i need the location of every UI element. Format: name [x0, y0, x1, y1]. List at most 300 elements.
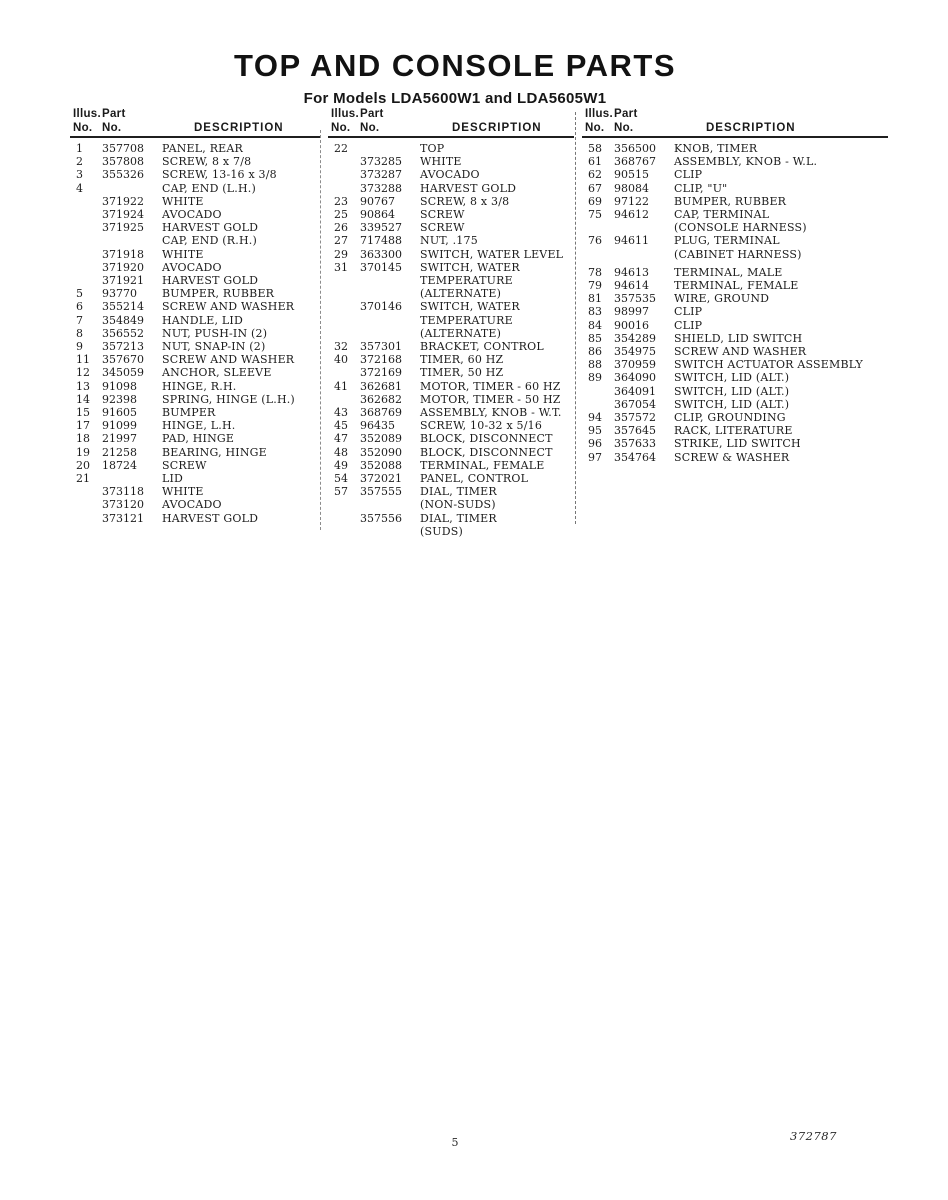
illus-cell: 4	[76, 181, 83, 195]
part-cell	[102, 234, 162, 247]
part-header-label: Part	[614, 108, 638, 120]
illus-cell: 23	[334, 194, 348, 208]
part-cell: 352090	[360, 445, 402, 459]
illus-cell: 7	[76, 313, 83, 327]
part-no-header-label: No.	[360, 122, 380, 134]
illus-cell: 76	[588, 234, 602, 248]
illus-cell	[328, 168, 360, 181]
illus-cell: 5	[76, 287, 83, 301]
table-row	[582, 221, 888, 234]
table-row	[70, 221, 320, 234]
illus-cell: 27	[334, 234, 348, 248]
part-header-label: Part	[102, 108, 126, 120]
column-header	[328, 107, 574, 138]
illus-cell: 21	[76, 472, 90, 486]
desc-cell: (CONSOLE HARNESS)	[674, 221, 807, 235]
illus-cell	[582, 385, 614, 398]
table-row	[328, 142, 574, 155]
part-cell: 362681	[360, 379, 402, 393]
desc-cell: (ALTERNATE)	[420, 287, 502, 301]
desc-cell: (ALTERNATE)	[420, 326, 502, 340]
desc-cell: CAP, END (R.H.)	[162, 234, 257, 248]
part-cell: 368767	[614, 155, 656, 169]
column-header	[70, 107, 320, 138]
part-cell: 357633	[614, 437, 656, 451]
page-subtitle: For Models LDA5600W1 and LDA5605W1	[303, 90, 607, 107]
desc-cell: BEARING, HINGE	[162, 445, 267, 459]
desc-cell: BUMPER, RUBBER	[162, 287, 275, 301]
part-cell: 370959	[614, 358, 656, 372]
part-cell	[614, 248, 674, 261]
table-row	[328, 353, 574, 366]
illus-cell	[70, 195, 102, 208]
part-cell: 92398	[102, 392, 137, 406]
part-cell: 362682	[360, 392, 402, 406]
desc-cell: TEMPERATURE	[420, 313, 513, 327]
header-rule	[70, 136, 320, 138]
part-cell: 345059	[102, 366, 144, 380]
table-row	[70, 393, 320, 406]
illus-cell	[70, 248, 102, 261]
desc-cell: CLIP	[674, 168, 703, 182]
table-row	[582, 398, 888, 411]
desc-cell: DIAL, TIMER	[420, 511, 497, 525]
illus-cell: 88	[588, 358, 602, 372]
desc-cell: TIMER, 50 HZ	[420, 366, 504, 380]
illus-cell: 85	[588, 331, 602, 345]
table-row	[70, 155, 320, 168]
desc-cell: BLOCK, DISCONNECT	[420, 432, 553, 446]
column-header-line-2	[328, 121, 574, 135]
table-row	[70, 340, 320, 353]
illus-cell: 20	[76, 458, 90, 472]
desc-cell: SCREW, 13-16 x 3/8	[162, 168, 277, 182]
part-cell: 90515	[614, 168, 649, 182]
part-cell	[614, 221, 674, 234]
table-row	[328, 525, 574, 538]
desc-cell: SWITCH, LID (ALT.)	[674, 371, 790, 385]
part-cell: 354764	[614, 450, 656, 464]
desc-cell: HINGE, R.H.	[162, 379, 237, 393]
part-cell: 357645	[614, 424, 656, 438]
part-cell: 373285	[360, 155, 402, 169]
part-cell: 373121	[102, 511, 144, 525]
part-cell: 355326	[102, 168, 144, 182]
desc-cell: PANEL, REAR	[162, 142, 244, 155]
part-cell: 357535	[614, 292, 656, 306]
desc-cell: BUMPER, RUBBER	[674, 194, 787, 208]
part-cell: 355214	[102, 300, 144, 314]
desc-cell: AVOCADO	[162, 260, 222, 274]
illus-cell: 26	[334, 221, 348, 235]
illus-cell: 40	[334, 353, 348, 367]
table-row	[582, 155, 888, 168]
table-row	[328, 208, 574, 221]
table-row	[328, 393, 574, 406]
table-row	[582, 208, 888, 221]
part-cell	[360, 327, 420, 340]
desc-cell: BLOCK, DISCONNECT	[420, 445, 553, 459]
table-row	[328, 366, 574, 379]
desc-cell: HINGE, L.H.	[162, 419, 236, 433]
desc-cell: RACK, LITERATURE	[674, 424, 793, 438]
part-cell: 357572	[614, 411, 656, 425]
illus-cell: 9	[76, 340, 83, 354]
desc-cell: HANDLE, LID	[162, 313, 243, 327]
part-cell: 371918	[102, 247, 144, 261]
table-row	[328, 340, 574, 353]
illus-cell	[328, 498, 360, 511]
illus-cell: 97	[588, 450, 602, 464]
document-number: 372787	[790, 1129, 837, 1143]
part-cell: 356552	[102, 326, 144, 340]
illus-cell: 2	[76, 155, 83, 169]
illus-cell: 54	[334, 472, 348, 486]
part-cell: 94612	[614, 208, 649, 222]
desc-cell: TERMINAL, FEMALE	[420, 458, 545, 472]
part-cell: 352089	[360, 432, 402, 446]
part-cell: 98084	[614, 181, 649, 195]
illus-cell: 45	[334, 419, 348, 433]
illus-cell: 75	[588, 208, 602, 222]
part-cell: 372169	[360, 366, 402, 380]
table-row	[582, 142, 888, 155]
illus-cell: 41	[334, 379, 348, 393]
illus-cell: 14	[76, 392, 90, 406]
part-no-header-label: No.	[614, 122, 634, 134]
illus-cell: 13	[76, 379, 90, 393]
desc-cell: MOTOR, TIMER - 50 HZ	[420, 392, 561, 406]
illus-cell: 57	[334, 485, 348, 499]
table-row	[70, 234, 320, 247]
part-cell: 371920	[102, 260, 144, 274]
table-row	[582, 358, 888, 371]
table-row	[70, 432, 320, 445]
desc-cell: (NON-SUDS)	[420, 498, 496, 512]
illus-no-header-label: No.	[331, 122, 351, 134]
part-cell: 364091	[614, 384, 656, 398]
desc-cell: ASSEMBLY, KNOB - W.T.	[420, 406, 562, 420]
desc-cell: BRACKET, CONTROL	[420, 340, 544, 354]
column-body	[70, 142, 320, 525]
part-cell: 357670	[102, 353, 144, 367]
illus-cell: 1	[76, 142, 83, 155]
part-cell	[102, 472, 162, 485]
part-cell	[360, 142, 420, 155]
part-cell	[360, 274, 420, 287]
table-row	[582, 345, 888, 358]
column-header	[582, 107, 888, 138]
part-cell	[102, 182, 162, 195]
desc-cell: AVOCADO	[162, 208, 222, 222]
table-row	[328, 432, 574, 445]
part-cell: 371921	[102, 274, 144, 288]
header-rule	[582, 136, 888, 138]
desc-cell: TOP	[420, 142, 445, 155]
part-cell: 93770	[102, 287, 137, 301]
illus-cell: 11	[76, 353, 90, 367]
part-cell: 354975	[614, 345, 656, 359]
illus-no-header-label: No.	[73, 122, 93, 134]
illus-cell: 31	[334, 260, 348, 274]
parts-column	[70, 107, 320, 525]
part-cell: 357708	[102, 142, 144, 155]
illus-cell: 18	[76, 432, 90, 446]
table-row	[582, 292, 888, 305]
column-header-line-1	[70, 107, 320, 121]
table-row	[328, 459, 574, 472]
table-row	[70, 314, 320, 327]
illus-cell: 79	[588, 279, 602, 293]
desc-cell: CLIP, GROUNDING	[674, 411, 786, 425]
part-cell: 373118	[102, 485, 144, 499]
table-row	[328, 221, 574, 234]
table-row	[70, 353, 320, 366]
desc-cell: SPRING, HINGE (L.H.)	[162, 392, 295, 406]
part-cell: 373120	[102, 498, 144, 512]
desc-cell: TERMINAL, MALE	[674, 265, 783, 279]
desc-cell: AVOCADO	[420, 168, 480, 182]
illus-cell: 17	[76, 419, 90, 433]
part-cell	[360, 498, 420, 511]
part-cell: 370145	[360, 260, 402, 274]
illus-cell	[582, 221, 614, 234]
desc-cell: HARVEST GOLD	[162, 274, 259, 288]
desc-cell: SCREW	[420, 221, 465, 235]
part-cell: 18724	[102, 458, 137, 472]
table-row	[582, 248, 888, 261]
desc-cell: HARVEST GOLD	[162, 511, 259, 525]
table-row	[70, 380, 320, 393]
illus-cell	[328, 393, 360, 406]
part-cell: 91099	[102, 419, 137, 433]
illus-cell: 43	[334, 406, 348, 420]
desc-cell: CLIP	[674, 318, 703, 332]
illus-cell: 6	[76, 300, 83, 314]
part-cell: 372021	[360, 472, 402, 486]
desc-cell: SCREW, 10-32 x 5/16	[420, 419, 543, 433]
desc-cell: CLIP, "U"	[674, 181, 728, 195]
part-cell	[360, 314, 420, 327]
part-cell: 370146	[360, 300, 402, 314]
table-row	[328, 512, 574, 525]
part-no-header-label: No.	[102, 122, 122, 134]
table-row	[70, 142, 320, 155]
part-cell: 354289	[614, 331, 656, 345]
desc-cell: AVOCADO	[162, 498, 222, 512]
table-row	[70, 459, 320, 472]
illus-cell	[328, 182, 360, 195]
desc-cell: SWITCH, LID (ALT.)	[674, 397, 790, 411]
table-row	[70, 419, 320, 432]
table-row	[70, 208, 320, 221]
table-row	[582, 319, 888, 332]
table-row	[70, 195, 320, 208]
illus-cell: 15	[76, 406, 90, 420]
illus-header-label: Illus.	[585, 108, 614, 120]
part-cell: 98997	[614, 305, 649, 319]
desc-cell: SWITCH, WATER	[420, 260, 520, 274]
table-row	[582, 266, 888, 279]
part-cell: 357301	[360, 340, 402, 354]
part-cell: 96435	[360, 419, 395, 433]
part-cell	[360, 525, 420, 538]
table-row	[582, 332, 888, 345]
illus-cell: 12	[76, 366, 90, 380]
part-cell: 371922	[102, 194, 144, 208]
illus-cell: 48	[334, 445, 348, 459]
table-row	[328, 287, 574, 300]
table-row	[70, 512, 320, 525]
column-header-line-1	[328, 107, 574, 121]
illus-cell: 83	[588, 305, 602, 319]
desc-cell: DIAL, TIMER	[420, 485, 497, 499]
column-header-line-2	[582, 121, 888, 135]
illus-cell	[328, 525, 360, 538]
table-row	[582, 305, 888, 318]
desc-cell: LID	[162, 472, 184, 486]
table-row	[582, 371, 888, 384]
illus-cell: 49	[334, 458, 348, 472]
desc-cell: SWITCH, LID (ALT.)	[674, 384, 790, 398]
table-row	[70, 406, 320, 419]
desc-cell: CAP, END (L.H.)	[162, 181, 256, 195]
illus-cell: 95	[588, 424, 602, 438]
desc-cell: SHIELD, LID SWITCH	[674, 331, 803, 345]
illus-cell	[328, 512, 360, 525]
part-cell: 367054	[614, 397, 656, 411]
desc-cell: SCREW AND WASHER	[162, 353, 295, 367]
desc-cell: WHITE	[162, 194, 204, 208]
table-row	[582, 195, 888, 208]
illus-cell: 67	[588, 181, 602, 195]
part-cell: 363300	[360, 247, 402, 261]
table-row	[70, 261, 320, 274]
column-body	[328, 142, 574, 538]
part-header-label: Part	[360, 108, 384, 120]
desc-cell: BUMPER	[162, 406, 216, 420]
page-title: TOP AND CONSOLE PARTS	[233, 48, 676, 83]
table-row	[70, 485, 320, 498]
illus-cell	[328, 314, 360, 327]
illus-cell: 84	[588, 318, 602, 332]
desc-cell: PAD, HINGE	[162, 432, 235, 446]
parts-column	[582, 107, 888, 464]
part-cell: 90767	[360, 194, 395, 208]
illus-cell: 58	[588, 142, 602, 155]
table-row	[70, 287, 320, 300]
table-row	[328, 485, 574, 498]
part-cell: 94613	[614, 265, 649, 279]
table-row	[582, 168, 888, 181]
illus-cell	[70, 512, 102, 525]
desc-cell: SCREW AND WASHER	[162, 300, 295, 314]
illus-cell	[582, 248, 614, 261]
page-number: 5	[451, 1136, 459, 1149]
description-header-label: DESCRIPTION	[452, 122, 542, 134]
illus-cell	[328, 300, 360, 313]
desc-cell: WHITE	[162, 485, 204, 499]
desc-cell: WIRE, GROUND	[674, 292, 770, 306]
parts-column	[328, 107, 574, 538]
table-row	[582, 279, 888, 292]
table-row	[70, 182, 320, 195]
table-row	[70, 498, 320, 511]
illus-cell	[70, 485, 102, 498]
desc-cell: SWITCH, WATER LEVEL	[420, 247, 564, 261]
desc-cell: NUT, PUSH-IN (2)	[162, 326, 268, 340]
desc-cell: SCREW AND WASHER	[674, 345, 807, 359]
illus-cell	[70, 261, 102, 274]
desc-cell: CAP, TERMINAL	[674, 208, 770, 222]
desc-cell: STRIKE, LID SWITCH	[674, 437, 801, 451]
illus-cell: 32	[334, 340, 348, 354]
table-row	[328, 248, 574, 261]
desc-cell: HARVEST GOLD	[420, 181, 517, 195]
table-row	[582, 411, 888, 424]
desc-cell: WHITE	[420, 155, 462, 169]
part-cell: 368769	[360, 406, 402, 420]
illus-cell: 8	[76, 326, 83, 340]
table-row	[70, 472, 320, 485]
table-row	[328, 155, 574, 168]
part-cell: 372168	[360, 353, 402, 367]
part-cell: 352088	[360, 458, 402, 472]
description-header-label: DESCRIPTION	[706, 122, 796, 134]
desc-cell: ANCHOR, SLEEVE	[162, 366, 272, 380]
table-row	[582, 182, 888, 195]
column-body	[582, 142, 888, 464]
illus-cell	[70, 234, 102, 247]
illus-cell	[70, 208, 102, 221]
table-row	[582, 437, 888, 450]
part-cell: 373287	[360, 168, 402, 182]
illus-cell: 69	[588, 194, 602, 208]
illus-cell: 3	[76, 168, 83, 182]
table-row	[328, 406, 574, 419]
part-cell	[360, 287, 420, 300]
illus-cell: 61	[588, 155, 602, 169]
illus-cell: 81	[588, 292, 602, 306]
table-row	[328, 300, 574, 313]
desc-cell: SWITCH, WATER	[420, 300, 520, 314]
part-cell: 373288	[360, 181, 402, 195]
table-row	[328, 195, 574, 208]
illus-no-header-label: No.	[585, 122, 605, 134]
desc-cell: TIMER, 60 HZ	[420, 353, 504, 367]
column-separator-line	[575, 112, 576, 524]
part-cell: 91605	[102, 406, 137, 420]
part-cell: 94611	[614, 234, 649, 248]
illus-cell	[328, 327, 360, 340]
part-cell: 97122	[614, 194, 649, 208]
illus-cell: 19	[76, 445, 90, 459]
part-cell: 339527	[360, 221, 402, 235]
table-row	[328, 446, 574, 459]
illus-cell: 89	[588, 371, 602, 385]
desc-cell: (SUDS)	[420, 524, 463, 538]
table-row	[328, 380, 574, 393]
illus-cell	[582, 398, 614, 411]
table-row	[328, 472, 574, 485]
part-cell: 357213	[102, 340, 144, 354]
table-row	[70, 168, 320, 181]
desc-cell: ASSEMBLY, KNOB - W.L.	[674, 155, 818, 169]
table-row	[70, 327, 320, 340]
header-rule	[328, 136, 574, 138]
part-cell: 371924	[102, 208, 144, 222]
illus-cell	[328, 366, 360, 379]
